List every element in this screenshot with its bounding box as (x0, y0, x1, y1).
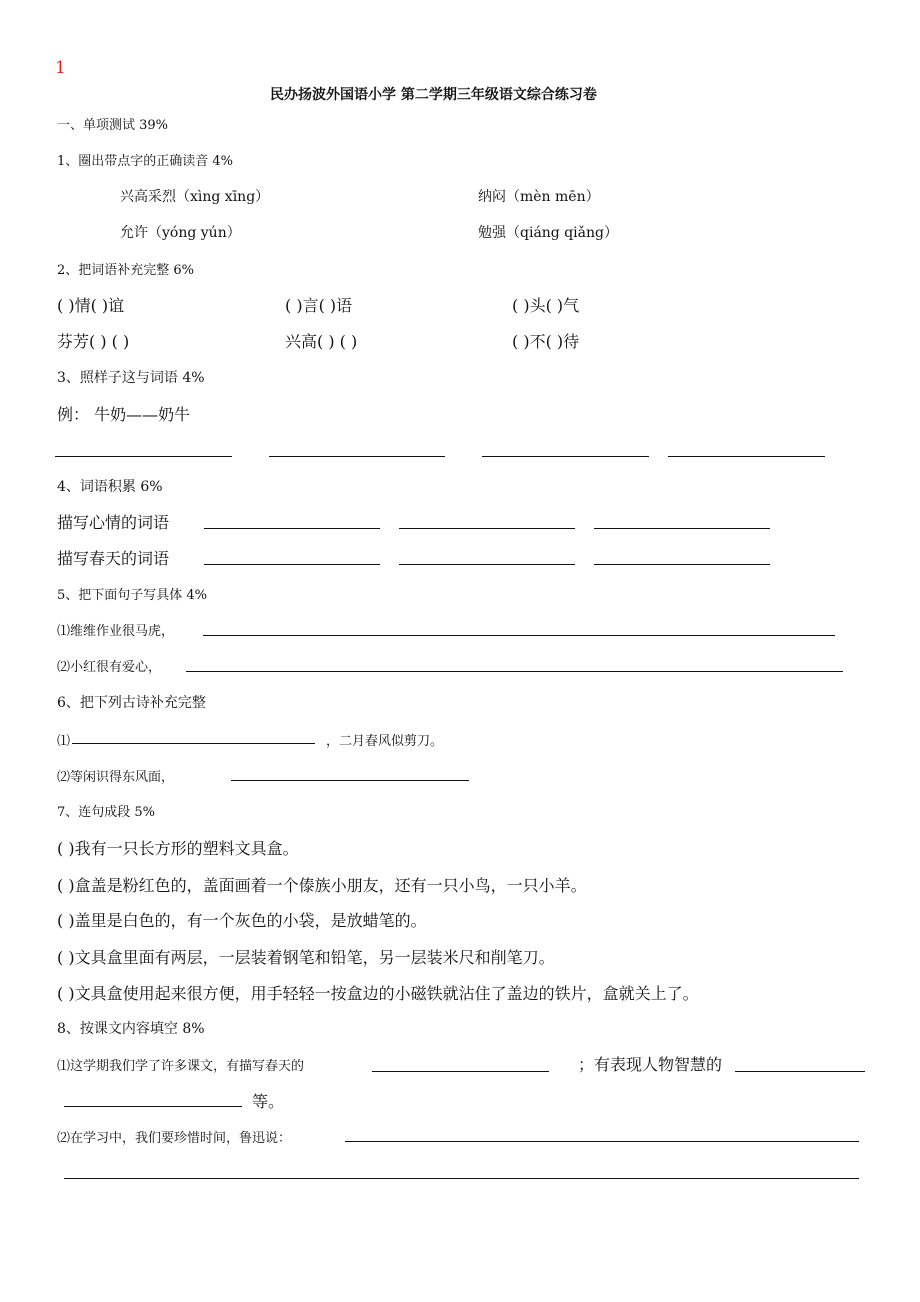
answer-line[interactable] (72, 743, 315, 744)
q7-line: ( )盖里是白色的，有一个灰色的小袋，是放蜡笔的。 (57, 911, 427, 930)
answer-line[interactable] (482, 456, 649, 457)
q1-item: 允许（yóng yún） (120, 225, 241, 241)
q6-heading: 6、把下列古诗补充完整 (57, 695, 206, 711)
q1-item: 纳闷（mèn mēn） (478, 189, 600, 205)
answer-line[interactable] (204, 564, 380, 565)
q7-line: ( )我有一只长方形的塑料文具盒。 (57, 839, 299, 858)
q7-line: ( )文具盒里面有两层，一层装着钢笔和铅笔，另一层装米尺和削笔刀。 (57, 948, 555, 967)
part1-heading: 一、单项测试 39% (57, 118, 169, 133)
q5-heading: 5、把下面句子写具体 4% (57, 588, 208, 603)
answer-line[interactable] (399, 564, 575, 565)
q2-item: ( )言( )语 (285, 296, 353, 315)
q5-sentence: ⑴维维作业很马虎， (57, 624, 175, 639)
q8-heading: 8、按课文内容填空 8% (57, 1021, 205, 1037)
q8-sentence: ⑵在学习中，我们要珍惜时间，鲁迅说： (57, 1131, 292, 1146)
q7-line: ( )盒盖是粉红色的，盖面画着一个傣族小朋友，还有一只小鸟，一只小羊。 (57, 876, 587, 895)
q4-label: 描写春天的词语 (57, 549, 170, 568)
q7-heading: 7、连句成段 5% (57, 805, 156, 820)
answer-line[interactable] (269, 456, 445, 457)
q8-sentence: ⑴这学期我们学了许多课文，有描写春天的 (57, 1059, 305, 1074)
q3-example: 例： 牛奶——奶牛 (57, 405, 191, 424)
q6-poem-line: ⑵等闲识得东风面， (57, 770, 175, 785)
q2-heading: 2、把词语补充完整 6% (57, 263, 195, 278)
q2-item: 芬芳( ) ( ) (57, 332, 130, 351)
answer-line[interactable] (55, 456, 232, 457)
q8-sentence: 等。 (252, 1092, 285, 1111)
answer-line[interactable] (594, 564, 770, 565)
q2-item: 兴高( ) ( ) (285, 332, 358, 351)
answer-line[interactable] (735, 1071, 865, 1072)
q6-num: ⑴ (57, 734, 71, 749)
answer-line[interactable] (203, 635, 835, 636)
q5-sentence: ⑵小红很有爱心， (57, 660, 162, 675)
page-title: 民办扬波外国语小学 第二学期三年级语文综合练习卷 (270, 87, 597, 103)
q6-poem-line: ，二月春风似剪刀。 (326, 734, 444, 749)
q1-heading: 1、圈出带点字的正确读音 4% (57, 154, 234, 169)
q4-heading: 4、词语积累 6% (57, 479, 163, 495)
answer-line[interactable] (594, 528, 770, 529)
answer-line[interactable] (64, 1178, 859, 1179)
answer-line[interactable] (668, 456, 825, 457)
answer-line[interactable] (186, 671, 843, 672)
q3-heading: 3、照样子这与词语 4% (57, 370, 205, 386)
answer-line[interactable] (399, 528, 575, 529)
answer-line[interactable] (204, 528, 380, 529)
q2-item: ( )头( )气 (512, 296, 580, 315)
answer-line[interactable] (231, 780, 469, 781)
q2-item: ( )情( )谊 (57, 296, 125, 315)
q2-item: ( )不( )待 (512, 332, 580, 351)
q1-item: 勉强（qiáng qiǎng） (478, 225, 618, 241)
q1-item: 兴高采烈（xìng xīng） (120, 189, 270, 205)
page-number: 1 (55, 58, 66, 78)
answer-line[interactable] (372, 1071, 549, 1072)
q8-sentence: ；有表现人物智慧的 (578, 1055, 723, 1074)
answer-line[interactable] (345, 1141, 859, 1142)
answer-line[interactable] (64, 1106, 242, 1107)
q4-label: 描写心情的词语 (57, 513, 170, 532)
q7-line: ( )文具盒使用起来很方便，用手轻轻一按盒边的小磁铁就沾住了盖边的铁片，盒就关上了。 (57, 984, 699, 1003)
